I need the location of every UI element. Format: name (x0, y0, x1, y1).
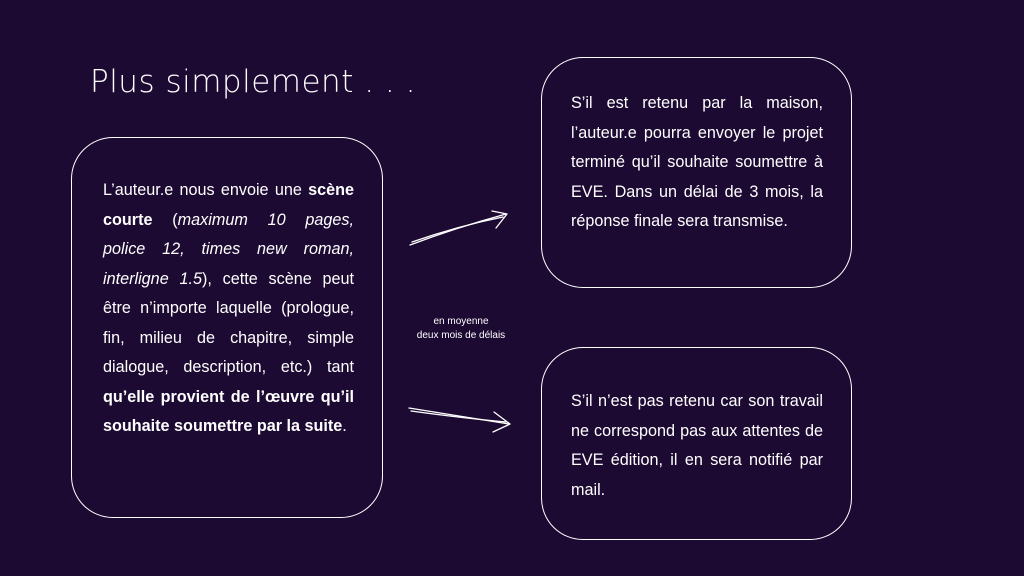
delay-note-line: deux mois de délais (416, 330, 506, 341)
accepted-text: S’il est retenu par la maison, l’auteur.e pourra envoyer le projet terminé qu’il souhaite soumettre à EVE. Dans un délai de 3 mois, la réponse finale sera transmise. (571, 94, 823, 230)
format-requirements: maximum 10 pages, police 12, times new roman, interligne 1.5 (103, 210, 354, 288)
text-part: L’auteur.e nous envoie une (103, 181, 309, 199)
delay-note (400, 315, 522, 343)
submission-text (103, 176, 354, 442)
text-part: . (342, 417, 347, 435)
rejected-text: S’il n’est pas retenu car son travail ne correspond pas aux attentes de EVE édition, il en sera notifié par mail. (571, 392, 823, 499)
submission-card (71, 137, 383, 518)
page-title: Plus simplement . . . (90, 64, 416, 100)
delay-note-line: en moyenne (433, 316, 489, 327)
emphasis-from-work: qu’elle provient de l’œuvre qu’il souhaite soumettre par la suite (103, 387, 354, 435)
text-part: ), cette scène peut être n’importe laquelle (prologue, fin, milieu de chapitre, simple dialogue, description, etc.) tant (103, 269, 354, 376)
emphasis-short-scene: scène courte (103, 181, 354, 229)
text-part: ( (152, 210, 178, 229)
rejected-card (541, 347, 852, 540)
accepted-card (541, 57, 852, 288)
